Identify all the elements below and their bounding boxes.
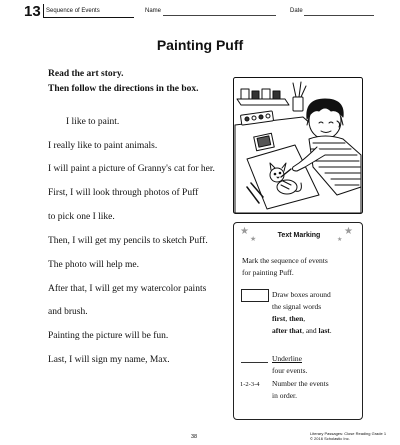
star-icon: ★ <box>250 235 257 243</box>
name-line[interactable] <box>163 15 276 16</box>
story-line: The photo will help me. <box>48 260 140 270</box>
intro-line: Mark the sequence of events <box>242 256 328 265</box>
step-underline-text: Underline four events. <box>272 354 308 375</box>
story-line: After that, I will get my watercolor paints <box>48 284 207 294</box>
page-number: 13 <box>24 3 41 20</box>
story-line: Then, I will get my pencils to sketch Puff. <box>48 236 208 246</box>
story-line: to pick one I like. <box>48 212 115 222</box>
text-marking-title: Text Marking <box>277 232 321 239</box>
boy-painting-illustration <box>233 77 363 214</box>
step-boxes-text: Draw boxes around the signal words first, then, after that, and last. <box>272 290 332 335</box>
name-label: Name <box>145 8 162 14</box>
header-rule <box>44 17 134 18</box>
star-icon: ★ <box>240 226 249 237</box>
page-title: Painting Puff <box>156 37 244 53</box>
story-line: Last, I will sign my name, Max. <box>48 355 170 365</box>
footer-page-number: 38 <box>191 434 198 440</box>
section-label: Sequence of Events <box>46 8 100 14</box>
text-marking-header <box>234 223 362 245</box>
date-line[interactable] <box>304 15 374 16</box>
story-line: I like to paint. <box>66 117 120 127</box>
underline-symbol <box>241 362 268 363</box>
header-divider <box>43 4 44 18</box>
text-marking-intro <box>242 255 358 279</box>
story-line: and brush. <box>48 307 88 317</box>
star-icon: ★ <box>337 237 343 243</box>
text-marking-box <box>233 222 363 420</box>
date-label: Date <box>290 8 303 14</box>
story-line: I will paint a picture of Granny's cat for her. <box>48 164 215 174</box>
star-icon: ★ <box>344 226 353 237</box>
footer-credit: Literary Passages: Close Reading Grade 1 © 2016 Scholastic Inc. <box>310 431 387 441</box>
story-line: Painting the picture will be fun. <box>48 331 169 341</box>
story-line: First, I will look through photos of Puff <box>48 188 199 198</box>
direction-line: Then follow the directions in the box. <box>48 84 199 94</box>
story-line: I really like to paint animals. <box>48 141 158 151</box>
direction-line: Read the art story. <box>48 69 124 79</box>
number-symbol: 1-2-3-4 <box>240 381 260 388</box>
box-symbol <box>241 289 269 302</box>
intro-line: for painting Puff. <box>242 268 294 277</box>
step-number-text: Number the events in order. <box>272 379 329 400</box>
